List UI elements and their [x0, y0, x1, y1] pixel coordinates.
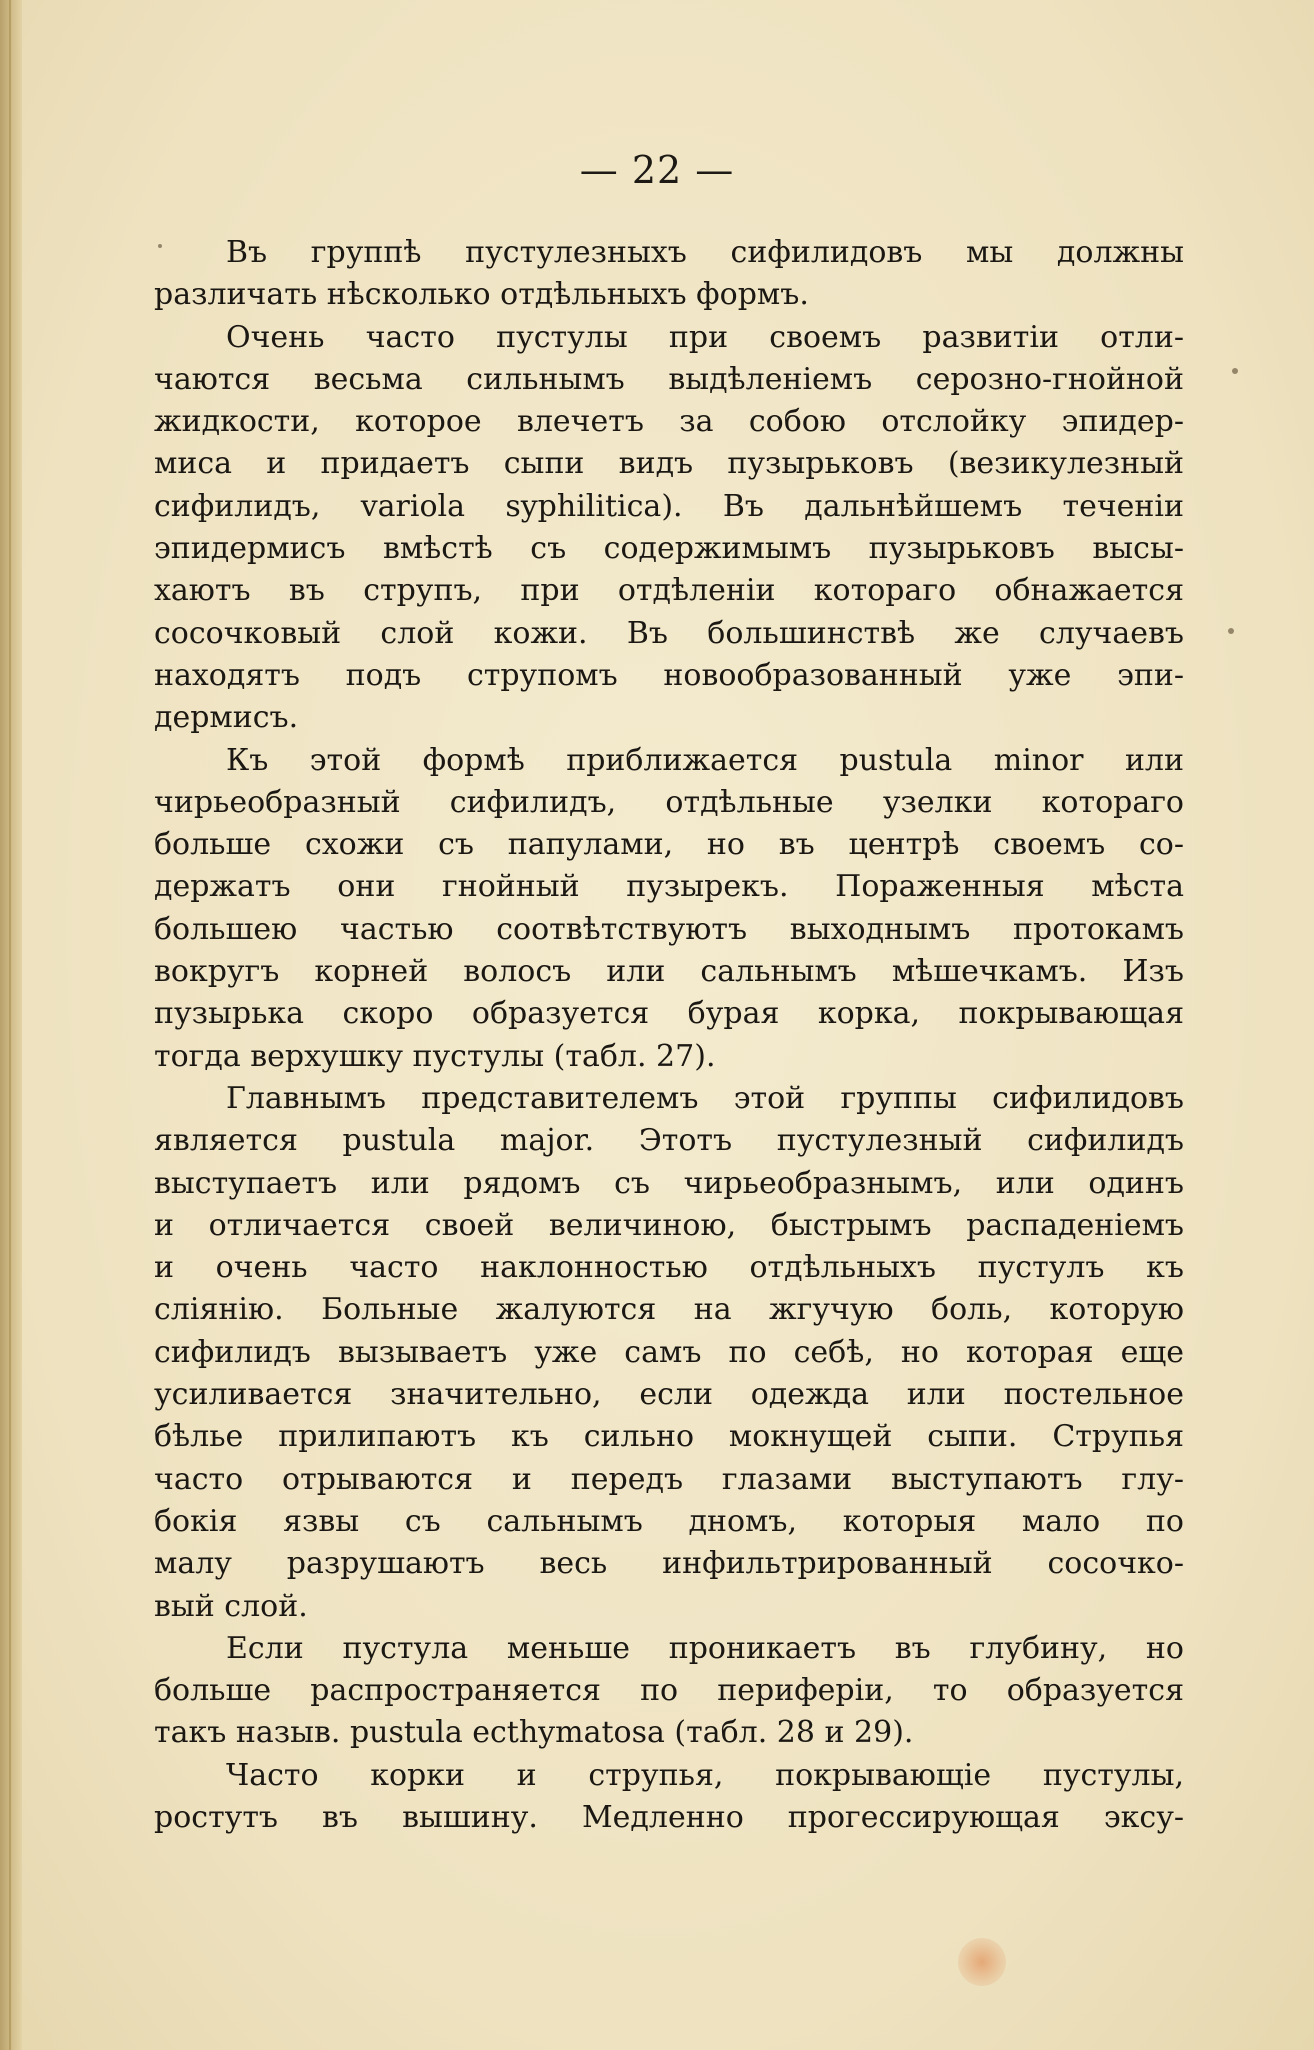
text-line: Если пустула меньше проникаетъ въ глубину, но: [226, 1630, 1184, 1666]
text-line: дермисъ.: [154, 700, 299, 736]
text-line: миса и придаетъ сыпи видъ пузырьковъ (везикулезный: [154, 446, 1184, 482]
text-line: эпидермисъ вмѣстѣ съ содержимымъ пузырьковъ высы-: [154, 531, 1184, 567]
text-line: большею частью соотвѣтствуютъ выходнымъ протокамъ: [154, 911, 1184, 947]
text-line: такъ назыв. pustula ecthymatosa (табл. 28 и 29).: [154, 1715, 914, 1751]
paper-stain: [958, 1938, 1006, 1986]
text-line: является pustula major. Этотъ пустулезный сифилидъ: [154, 1123, 1184, 1159]
text-line: Къ этой формѣ приближается pustula minor или: [226, 742, 1184, 778]
text-line: малу разрушаютъ весь инфильтрированный сосочко-: [154, 1546, 1184, 1582]
text-line: вокругъ корней волосъ или сальнымъ мѣшечкамъ. Изъ: [154, 954, 1184, 990]
text-line: держатъ они гнойный пузырекъ. Пораженныя мѣста: [154, 869, 1184, 905]
text-line: Часто корки и струпья, покрывающіе пустулы,: [226, 1757, 1184, 1793]
body-text: [154, 232, 1184, 1839]
text-line: различать нѣсколько отдѣльныхъ формъ.: [154, 277, 809, 313]
text-line: бѣлье прилипаютъ къ сильно мокнущей сыпи. Струпья: [154, 1419, 1184, 1455]
text-line: вый слой.: [154, 1588, 308, 1624]
text-line: больше схожи съ папулами, но въ центрѣ своемъ со-: [154, 827, 1184, 863]
text-line: больше распространяется по периферіи, то образуется: [154, 1673, 1184, 1709]
text-line: и отличается своей величиною, быстрымъ распаденіемъ: [154, 1207, 1184, 1243]
text-line: Главнымъ представителемъ этой группы сифилидовъ: [226, 1080, 1184, 1116]
text-line: и очень часто наклонностью отдѣльныхъ пустулъ къ: [154, 1250, 1184, 1286]
paper-speck: [1232, 368, 1238, 374]
text-line: Въ группѣ пустулезныхъ сифилидовъ мы должны: [226, 235, 1184, 270]
text-line: сліянію. Больные жалуются на жгучую боль, которую: [154, 1292, 1184, 1328]
text-line: ростутъ въ вышину. Медленно прогессирующая эксу-: [154, 1799, 1184, 1835]
page-number: — 22 —: [579, 148, 735, 192]
text-line: сифилидъ вызываетъ уже самъ по себѣ, но которая еще: [154, 1334, 1184, 1370]
text-line: сосочковый слой кожи. Въ большинствѣ же случаевъ: [154, 615, 1184, 651]
text-line: сифилидъ, variola syphilitica). Въ дальнѣйшемъ теченіи: [154, 488, 1184, 524]
text-line: чаются весьма сильнымъ выдѣленіемъ серозно-гнойной: [154, 361, 1184, 397]
text-line: тогда верхушку пустулы (табл. 27).: [154, 1038, 716, 1074]
text-line: жидкости, которое влечетъ за собою отслойку эпидер-: [154, 404, 1184, 440]
text-line: часто отрываются и передъ глазами выступаютъ глу-: [154, 1461, 1184, 1497]
text-line: Очень часто пустулы при своемъ развитіи отли-: [226, 319, 1184, 355]
text-line: усиливается значительно, если одежда или постельное: [154, 1377, 1184, 1413]
text-line: бокія язвы съ сальнымъ дномъ, которыя мало по: [154, 1503, 1184, 1539]
text-line: выступаетъ или рядомъ съ чирьеобразнымъ, или одинъ: [154, 1165, 1184, 1201]
text-line: чирьеобразный сифилидъ, отдѣльные узелки котораго: [154, 784, 1184, 820]
paper-speck: [158, 244, 162, 248]
paper-speck: [1228, 628, 1234, 634]
text-line: хаютъ въ струпъ, при отдѣленіи котораго обнажается: [154, 573, 1184, 609]
book-spine-edge: [0, 0, 22, 2050]
text-line: пузырька скоро образуется бурая корка, покрывающая: [154, 996, 1184, 1032]
text-line: находятъ подъ струпомъ новообразованный уже эпи-: [154, 657, 1184, 693]
